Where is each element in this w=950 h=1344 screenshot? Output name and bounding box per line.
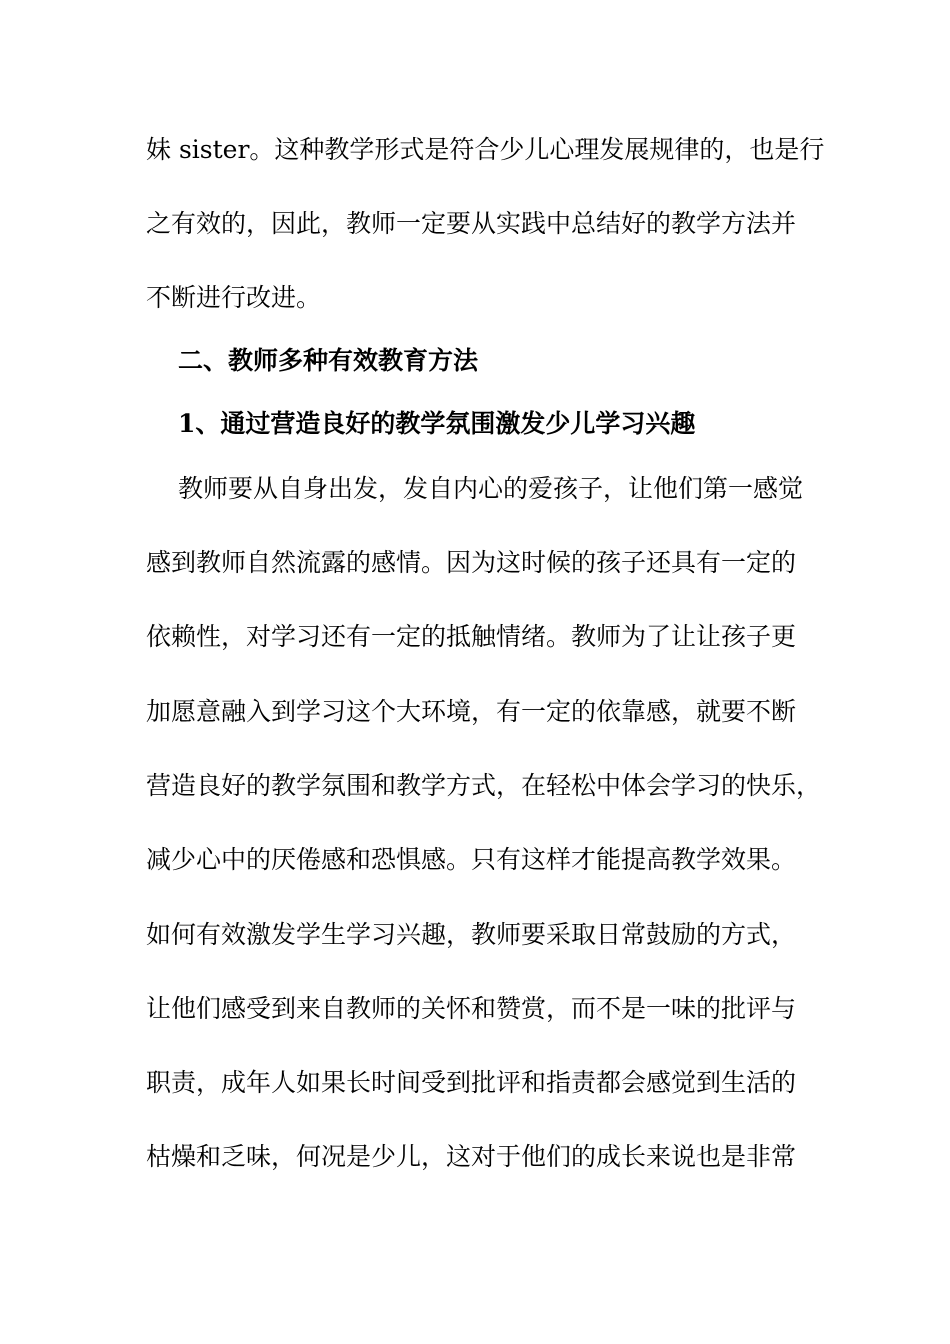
body-text-line: 枯燥和乏味，何况是少儿，这对于他们的成长来说也是非常 [146,1142,797,1171]
body-text-line: 妹 sister。这种教学形式是符合少儿心理发展规律的，也是行 [146,135,825,164]
body-text-line: 不断进行改进。 [146,283,322,312]
subsection-heading: 1、通过营造良好的教学氛围激发少儿学习兴趣 [178,409,696,438]
body-text-line: 之有效的，因此，教师一定要从实践中总结好的教学方法并 [146,209,797,238]
body-text-line: 加愿意融入到学习这个大环境，有一定的依靠感，就要不断 [146,697,797,726]
body-text-line: 教师要从自身出发，发自内心的爱孩子，让他们第一感觉 [178,474,804,503]
body-text-line: 依赖性，对学习还有一定的抵触情绪。教师为了让让孩子更 [146,622,797,651]
body-text-line: 营造良好的教学氛围和教学方式，在轻松中体会学习的快乐， [146,771,822,800]
body-text-line: 职责，成年人如果长时间受到批评和指责都会感觉到生活的 [146,1068,797,1097]
body-text-line: 让他们感受到来自教师的关怀和赞赏，而不是一味的批评与 [146,994,797,1023]
section-heading: 二、教师多种有效教育方法 [178,346,479,375]
body-text-line: 如何有效激发学生学习兴趣，教师要采取日常鼓励的方式， [146,920,797,949]
body-text-line: 减少心中的厌倦感和恐惧感。只有这样才能提高教学效果。 [146,845,797,874]
body-text-line: 感到教师自然流露的感情。因为这时候的孩子还具有一定的 [146,548,797,577]
